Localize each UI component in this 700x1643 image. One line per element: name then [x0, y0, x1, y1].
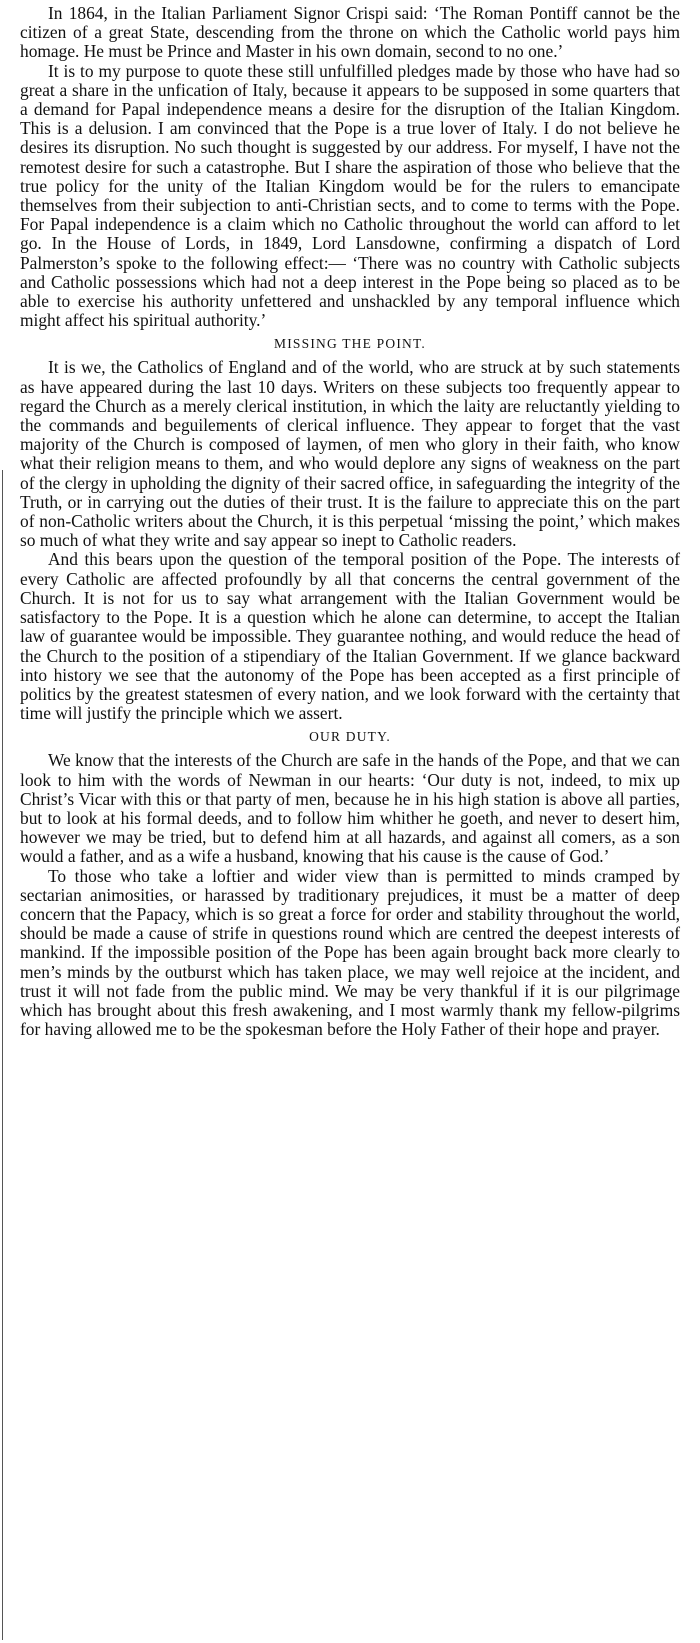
paragraph-temporal-position: And this bears upon the question of the temporal position of the Pope. The interests of every Catholic are affected profoundly by all that concerns the central government of the Church. It is not for us to say what arrangement with the Italian Government would be satisfactory to the Pope. It is a question which he alone can determine, to accept the Italian law of guarantee would be impossible. They guarantee nothing, and would reduce the head of the Church to the position of a stipendiary of the Italian Government. If we glance backward into history we see that the autonomy of the Pope has been accepted as a first principle of politics by the greatest statesmen of every nation, and we look forward with the certainty that time will justify the principle which we assert. — [20, 549, 680, 724]
section-heading-our-duty: OUR DUTY. — [309, 729, 391, 745]
paragraph-newman-quote: We know that the interests of the Church are safe in the hands of the Pope, and that we can look to him with the words of Newman in our hearts: ‘Our duty is not, indeed, to mix up Christ’s Vicar with this or that party of men, because he in his high station is above all parties, but to look at his formal deeds, and to follow him whither he goeth, and never to desert him, however we may be tried, but to defend him at all hazards, and against all comers, as a son would a father, and as a wife a husband, knowing that his cause is the cause of God.’ — [20, 750, 680, 867]
paragraph-papal-independence: It is to my purpose to quote these still unfulfilled pledges made by those who have had so great a share in the unfication of Italy, because it appears to be supposed in some quarters that a demand for Papal independence means a desire for the disruption of the Italian Kingdom. This is a delusion. I am convinced that the Pope is a true lover of Italy. I do not believe he desires its disruption. No such thought is suggested by our address. For myself, I have not the remotest desire for such a catastrophe. But I share the aspiration of those who believe that the true policy for the unity of the Italian Kingdom would be for the rulers to emancipate themselves from their subjection to anti-Christian sects, and to come to terms with the Pope. For Papal independence is a claim which no Catholic throughout the world can afford to let go. In the House of Lords, in 1849, Lord Lansdowne, confirming a dispatch of Lord Palmerston’s spoke to the following effect:— ‘There was no country with Catholic subjects and Catholic possessions which had not a deep interest in the Pope being so placed as to be able to exercise his authority unfettered and unshackled by any temporal influence which might affect his spiritual authority.’ — [20, 60, 680, 331]
paragraph-crispi-quote: In 1864, in the Italian Parliament Signor Crispi said: ‘The Roman Pontiff cannot be the citizen of a great State, descending from the throne on which the Catholic world pays him homage. He must be Prince and Master in his own domain, second to no one.’ — [20, 3, 680, 62]
column-rule — [2, 470, 3, 1640]
paragraph-loftier-view: To those who take a loftier and wider view than is permitted to minds cramped by sectarian animosities, or harassed by traditionary prejudices, it must be a matter of deep concern that the Papacy, which is so great a force for order and stability throughout the world, should be made a cause of strife in questions round which are centred the deepest interests of mankind. If the impossible position of the Pope has been again brought back more clearly to men’s minds by the outburst which has taken place, we may well rejoice at the incident, and trust it will not fade from the public mind. We may be very thankful if it is our pilgrimage which has brought about this fresh awakening, and I most warmly thank my fellow-pilgrims for having allowed me to be the spokesman before the Holy Father of their hope and prayer. — [20, 865, 680, 1040]
section-heading-missing-the-point: MISSING THE POINT. — [274, 336, 426, 352]
paragraph-catholics-struck: It is we, the Catholics of England and of the world, who are struck at by such statements as have appeared during the last 10 days. Writers on these subjects too frequently appear to regard the Church as a merely clerical institution, in which the laity are reluctantly yielding to the commands and beguilements of clerical influence. They appear to forget that the vast majority of the Church is composed of laymen, of men who glory in their faith, who know what their religion means to them, and who would deplore any signs of weakness on the part of the clergy in upholding the dignity of their sacred office, in safeguarding the integrity of the Truth, or in carrying out the duties of their trust. It is the failure to appreciate this on the part of non-Catholic writers about the Church, it is this perpetual ‘missing the point,’ which makes so much of what they write and say appear so inept to Catholic readers. — [20, 357, 680, 551]
